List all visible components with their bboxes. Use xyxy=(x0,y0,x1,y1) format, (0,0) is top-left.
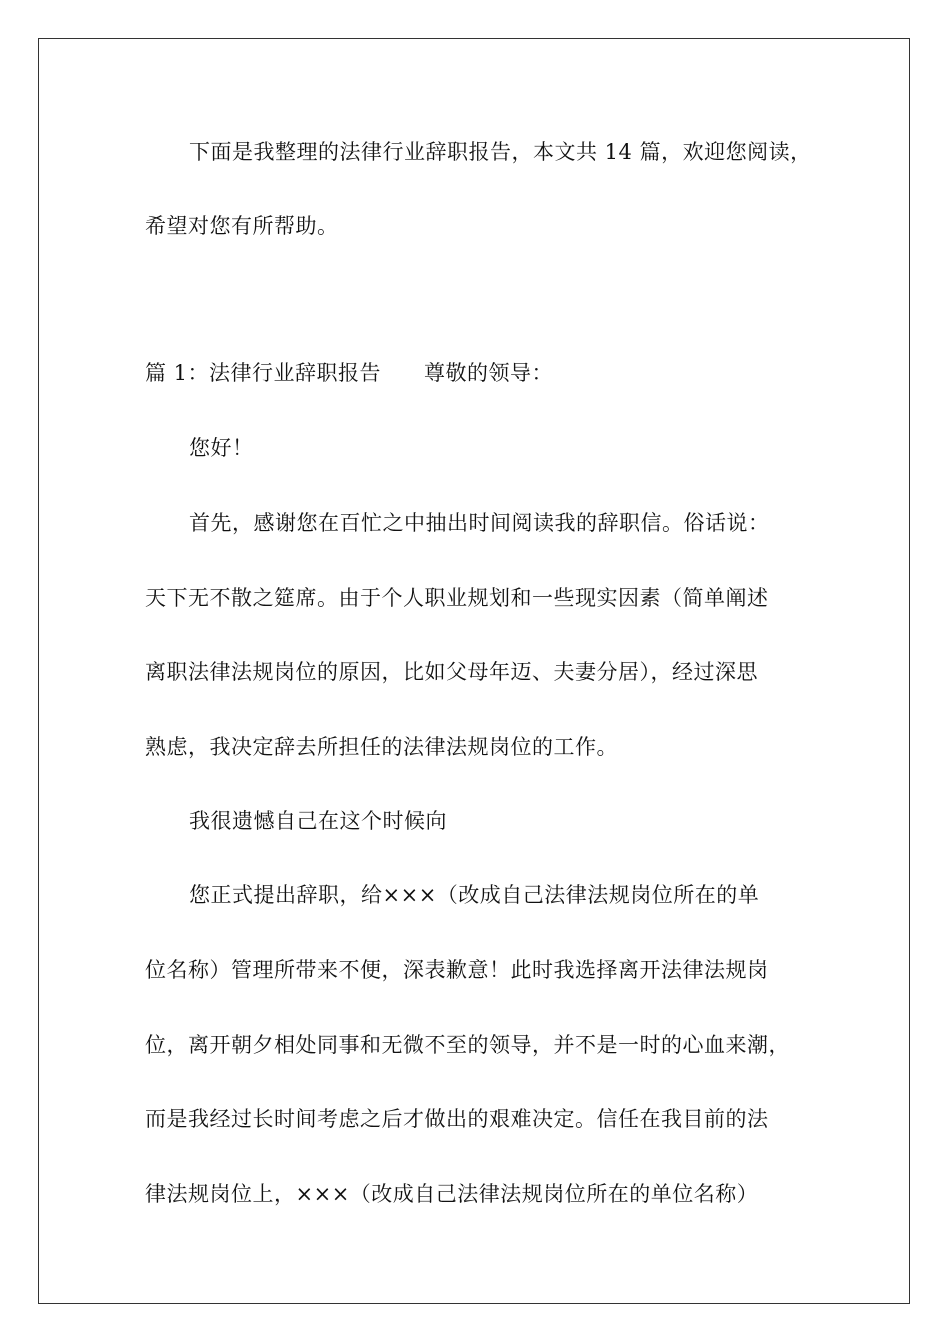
paragraph-1-line-3: 离职法律法规岗位的原因，比如父母年迈、夫妻分居），经过深思 xyxy=(145,660,758,684)
paragraph-2-line-1: 我很遗憾自己在这个时候向 xyxy=(189,809,447,833)
paragraph-1-line-1: 首先，感谢您在百忙之中抽出时间阅读我的辞职信。俗话说： xyxy=(189,511,770,535)
paragraph-3-line-1: 您正式提出辞职，给×××（改成自己法律法规岗位所在的单 xyxy=(189,883,760,907)
intro-line-2: 希望对您有所帮助。 xyxy=(145,214,339,238)
section-heading: 篇 1：法律行业辞职报告 尊敬的领导： xyxy=(145,361,554,385)
greeting: 您好！ xyxy=(189,436,254,460)
paragraph-3-line-2: 位名称）管理所带来不便，深表歉意！此时我选择离开法律法规岗 xyxy=(145,958,769,982)
paragraph-1-line-4: 熟虑，我决定辞去所担任的法律法规岗位的工作。 xyxy=(145,735,618,759)
paragraph-1-line-2: 天下无不散之筵席。由于个人职业规划和一些现实因素（简单阐述 xyxy=(145,586,769,610)
intro-line-1: 下面是我整理的法律行业辞职报告，本文共 14 篇，欢迎您阅读， xyxy=(189,140,812,164)
paragraph-3-line-3: 位，离开朝夕相处同事和无微不至的领导，并不是一时的心血来潮， xyxy=(145,1033,790,1057)
paragraph-3-line-4: 而是我经过长时间考虑之后才做出的艰难决定。信任在我目前的法 xyxy=(145,1107,769,1131)
paragraph-3-line-5: 律法规岗位上，×××（改成自己法律法规岗位所在的单位名称） xyxy=(145,1182,759,1206)
